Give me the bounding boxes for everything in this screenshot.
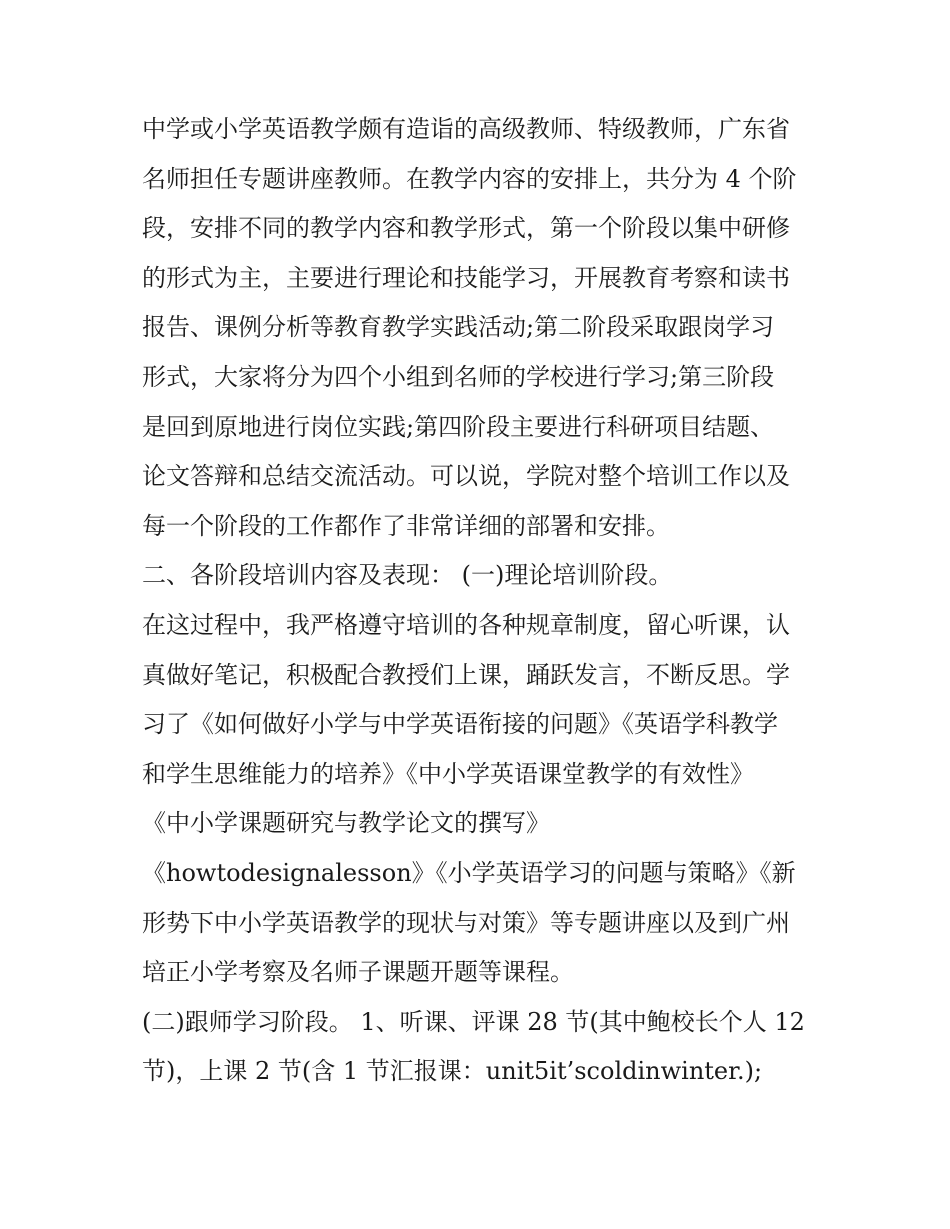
text-line: 习了《如何做好小学与中学英语衔接的问题》《英语学科教学 <box>142 710 778 739</box>
text-line: 每一个阶段的工作都作了非常详细的部署和安排。 <box>142 511 670 540</box>
text-line: 《howtodesignalesson》《小学英语学习的问题与策略》《新 <box>142 858 796 887</box>
text-line: 是回到原地进行岗位实践;第四阶段主要进行科研项目结题、 <box>142 412 775 441</box>
text-line: 在这过程中，我严格遵守培训的各种规章制度，留心听课，认 <box>142 610 790 639</box>
section-heading-line: (二)跟师学习阶段。 1、听课、评课 28 节(其中鲍校长个人 12 <box>142 1007 805 1036</box>
text-line: 节)，上课 2 节(含 1 节汇报课：unit5it’scoldinwinter.); <box>142 1057 763 1086</box>
section-heading-line: 二、各阶段培训内容及表现： (一)理论培训阶段。 <box>142 561 673 590</box>
text-line: 论文答辩和总结交流活动。可以说，学院对整个培训工作以及 <box>142 462 790 491</box>
text-line: 的形式为主，主要进行理论和技能学习，开展教育考察和读书 <box>142 263 790 292</box>
text-line: 段，安排不同的教学内容和教学形式，第一个阶段以集中研修 <box>142 214 790 243</box>
text-line: 真做好笔记，积极配合教授们上课，踊跃发言，不断反思。学 <box>142 660 790 689</box>
text-line: 报告、课例分析等教育教学实践活动;第二阶段采取跟岗学习 <box>142 313 775 342</box>
document-page <box>142 105 822 1097</box>
text-line: 培正小学考察及名师子课题开题等课程。 <box>142 958 574 987</box>
text-line: 形式，大家将分为四个小组到名师的学校进行学习;第三阶段 <box>142 362 775 391</box>
text-line: 和学生思维能力的培养》《中小学英语课堂教学的有效性》 <box>142 759 754 788</box>
text-line: 中学或小学英语教学颇有造诣的高级教师、特级教师，广东省 <box>142 115 790 143</box>
text-line: 《中小学课题研究与教学论文的撰写》 <box>142 809 550 838</box>
text-line: 形势下中小学英语教学的现状与对策》等专题讲座以及到广州 <box>142 908 790 937</box>
text-line: 名师担任专题讲座教师。在教学内容的安排上，共分为 4 个阶 <box>142 164 797 193</box>
